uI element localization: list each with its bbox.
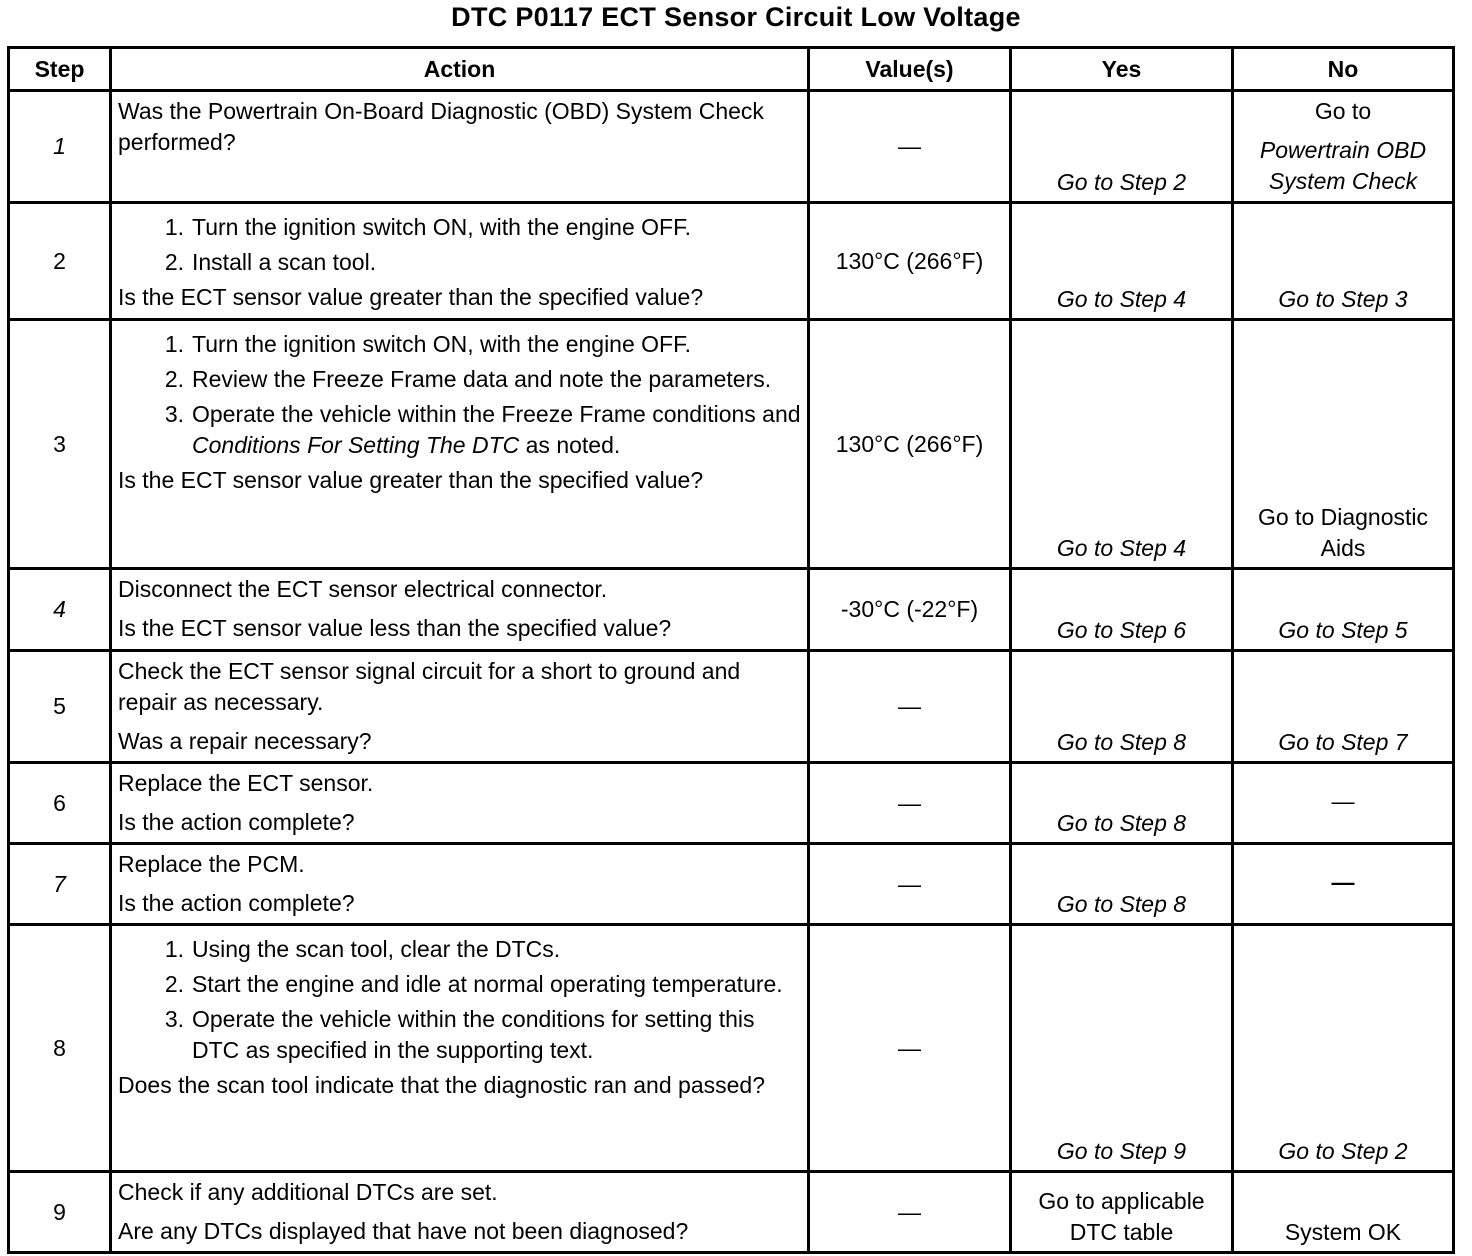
action-text: Replace the ECT sensor.: [118, 770, 374, 796]
header-action: Action: [111, 48, 809, 91]
yes-cell: Go to Step 6: [1011, 569, 1233, 651]
step-number: 9: [9, 1172, 111, 1253]
value-cell: —: [809, 925, 1011, 1172]
no-cell: [1233, 91, 1454, 203]
table-row: [9, 91, 1454, 203]
action-cell: [111, 651, 809, 763]
no-cell: Go to Step 3: [1233, 203, 1454, 320]
no-cell: System OK: [1233, 1172, 1454, 1253]
step-number: 3: [9, 320, 111, 569]
table-row: [9, 844, 1454, 925]
step-number: 5: [9, 651, 111, 763]
action-cell: [111, 925, 809, 1172]
table-row: [9, 651, 1454, 763]
question-text: Is the ECT sensor value greater than the specified value?: [118, 467, 704, 493]
action-cell: [111, 1172, 809, 1253]
step-number: 8: [9, 925, 111, 1172]
action-text: Replace the PCM.: [118, 851, 305, 877]
diagnostic-table: [7, 46, 1455, 1254]
value-cell: 130°C (266°F): [809, 203, 1011, 320]
question-text: Are any DTCs displayed that have not been diagnosed?: [118, 1218, 689, 1244]
yes-cell: Go to Step 4: [1011, 320, 1233, 569]
yes-cell: Go to Step 8: [1011, 651, 1233, 763]
action-cell: [111, 91, 809, 203]
table-row: [9, 203, 1454, 320]
question-text: Is the ECT sensor value less than the specified value?: [118, 615, 672, 641]
step-number: 4: [9, 569, 111, 651]
action-text: Was the Powertrain On-Board Diagnostic (OBD) System Check performed?: [118, 98, 764, 155]
list-item: 1. Turn the ignition switch ON, with the engine OFF.: [164, 214, 691, 240]
step-number: 1: [9, 91, 111, 203]
no-cell: Go to Step 2: [1233, 925, 1454, 1172]
header-row: [9, 48, 1454, 91]
question-text: Is the action complete?: [118, 809, 355, 835]
no-cell: —: [1233, 844, 1454, 925]
question-text: Is the action complete?: [118, 890, 355, 916]
yes-cell: Go to Step 8: [1011, 763, 1233, 844]
list-item: 3. Operate the vehicle within the Freeze Frame conditions and Conditions For Setting The DTC as noted.: [164, 401, 801, 458]
value-cell: -30°C (-22°F): [809, 569, 1011, 651]
value-cell: —: [809, 651, 1011, 763]
list-item: 2. Start the engine and idle at normal operating temperature.: [164, 971, 783, 997]
value-cell: —: [809, 91, 1011, 203]
table-row: [9, 1172, 1454, 1253]
action-text: Disconnect the ECT sensor electrical connector.: [118, 576, 608, 602]
action-cell: [111, 844, 809, 925]
action-cell: [111, 320, 809, 569]
header-yes: Yes: [1011, 48, 1233, 91]
no-link: Powertrain OBD System Check: [1259, 137, 1427, 194]
page-title: DTC P0117 ECT Sensor Circuit Low Voltage: [451, 2, 1021, 32]
no-prefix: Go to: [1314, 98, 1372, 124]
value-cell: 130°C (266°F): [809, 320, 1011, 569]
list-item: 1. Using the scan tool, clear the DTCs.: [164, 936, 561, 962]
yes-cell: Go to Step 9: [1011, 925, 1233, 1172]
action-cell: [111, 763, 809, 844]
no-cell: Go to Diagnostic Aids: [1233, 320, 1454, 569]
step-number: 7: [9, 844, 111, 925]
value-cell: —: [809, 763, 1011, 844]
no-cell: Go to Step 7: [1233, 651, 1454, 763]
question-text: Was a repair necessary?: [118, 728, 372, 754]
list-item: 2. Install a scan tool.: [164, 249, 377, 275]
table-row: [9, 925, 1454, 1172]
yes-cell: Go to Step 2: [1011, 91, 1233, 203]
list-item: 1. Turn the ignition switch ON, with the engine OFF.: [164, 331, 691, 357]
question-text: Is the ECT sensor value greater than the specified value?: [118, 284, 704, 310]
action-text: Check the ECT sensor signal circuit for a short to ground and repair as necessary.: [118, 658, 741, 715]
no-cell: —: [1233, 763, 1454, 844]
yes-cell: Go to Step 8: [1011, 844, 1233, 925]
header-step: Step: [9, 48, 111, 91]
list-item: 3. Operate the vehicle within the conditions for setting this DTC as specified in the supporting text.: [164, 1006, 755, 1063]
header-no: No: [1233, 48, 1454, 91]
no-cell: Go to Step 5: [1233, 569, 1454, 651]
step-number: 6: [9, 763, 111, 844]
action-cell: [111, 569, 809, 651]
table-row: [9, 320, 1454, 569]
list-item: 2. Review the Freeze Frame data and note the parameters.: [164, 366, 772, 392]
value-cell: —: [809, 844, 1011, 925]
action-cell: [111, 203, 809, 320]
yes-cell: Go to applicable DTC table: [1011, 1172, 1233, 1253]
table-row: [9, 763, 1454, 844]
question-text: Does the scan tool indicate that the diagnostic ran and passed?: [118, 1072, 765, 1098]
yes-cell: Go to Step 4: [1011, 203, 1233, 320]
header-values: Value(s): [809, 48, 1011, 91]
action-text: Check if any additional DTCs are set.: [118, 1179, 498, 1205]
table-row: [9, 569, 1454, 651]
value-cell: —: [809, 1172, 1011, 1253]
step-number: 2: [9, 203, 111, 320]
